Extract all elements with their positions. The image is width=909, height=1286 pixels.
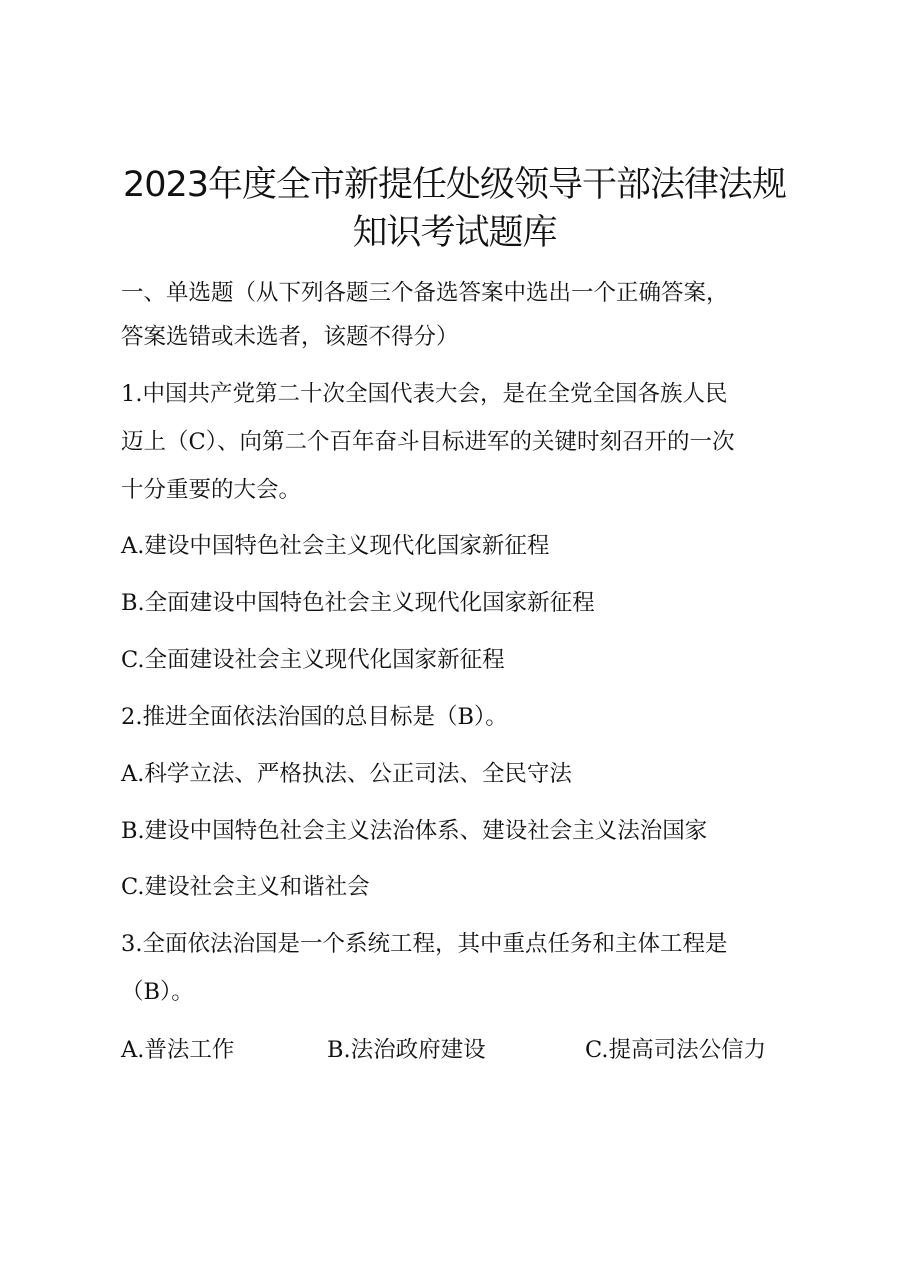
question-2-option-a: A.科学立法、严格执法、公正司法、全民守法 <box>121 761 572 787</box>
section-heading-line-1: 一、单选题（从下列各题三个备选答案中选出一个正确答案， <box>121 280 729 306</box>
question-2-option-c: C.建设社会主义和谐社会 <box>121 874 370 900</box>
question-1-stem-line-3: 十分重要的大会。 <box>121 477 302 503</box>
question-1-stem-line-2: 迈上（C）、向第二个百年奋斗目标进军的关键时刻召开的一次 <box>121 429 735 455</box>
question-3-stem-line-2: （B）。 <box>121 979 194 1005</box>
question-3-stem-line-1: 3.全面依法治国是一个系统工程，其中重点任务和主体工程是 <box>121 931 728 957</box>
question-1-option-b: B.全面建设中国特色社会主义现代化国家新征程 <box>121 590 595 616</box>
question-1-option-c: C.全面建设社会主义现代化国家新征程 <box>121 647 505 673</box>
question-3-option-b: B.法治政府建设 <box>327 1037 486 1063</box>
document-title-line-1: 2023年度全市新提任处级领导干部法律法规 <box>122 165 787 205</box>
document-title-line-2: 知识考试题库 <box>352 213 557 253</box>
question-3-option-a: A.普法工作 <box>121 1037 235 1063</box>
question-1-option-a: A.建设中国特色社会主义现代化国家新征程 <box>121 533 550 559</box>
section-heading-line-2: 答案选错或未选者，该题不得分） <box>121 324 459 350</box>
question-1-stem-line-1: 1.中国共产党第二十次全国代表大会，是在全党全国各族人民 <box>121 381 728 407</box>
question-3-option-c: C.提高司法公信力 <box>585 1037 767 1063</box>
question-2-stem: 2.推进全面依法治国的总目标是（B）。 <box>121 704 508 730</box>
question-2-option-b: B.建设中国特色社会主义法治体系、建设社会主义法治国家 <box>121 818 708 844</box>
